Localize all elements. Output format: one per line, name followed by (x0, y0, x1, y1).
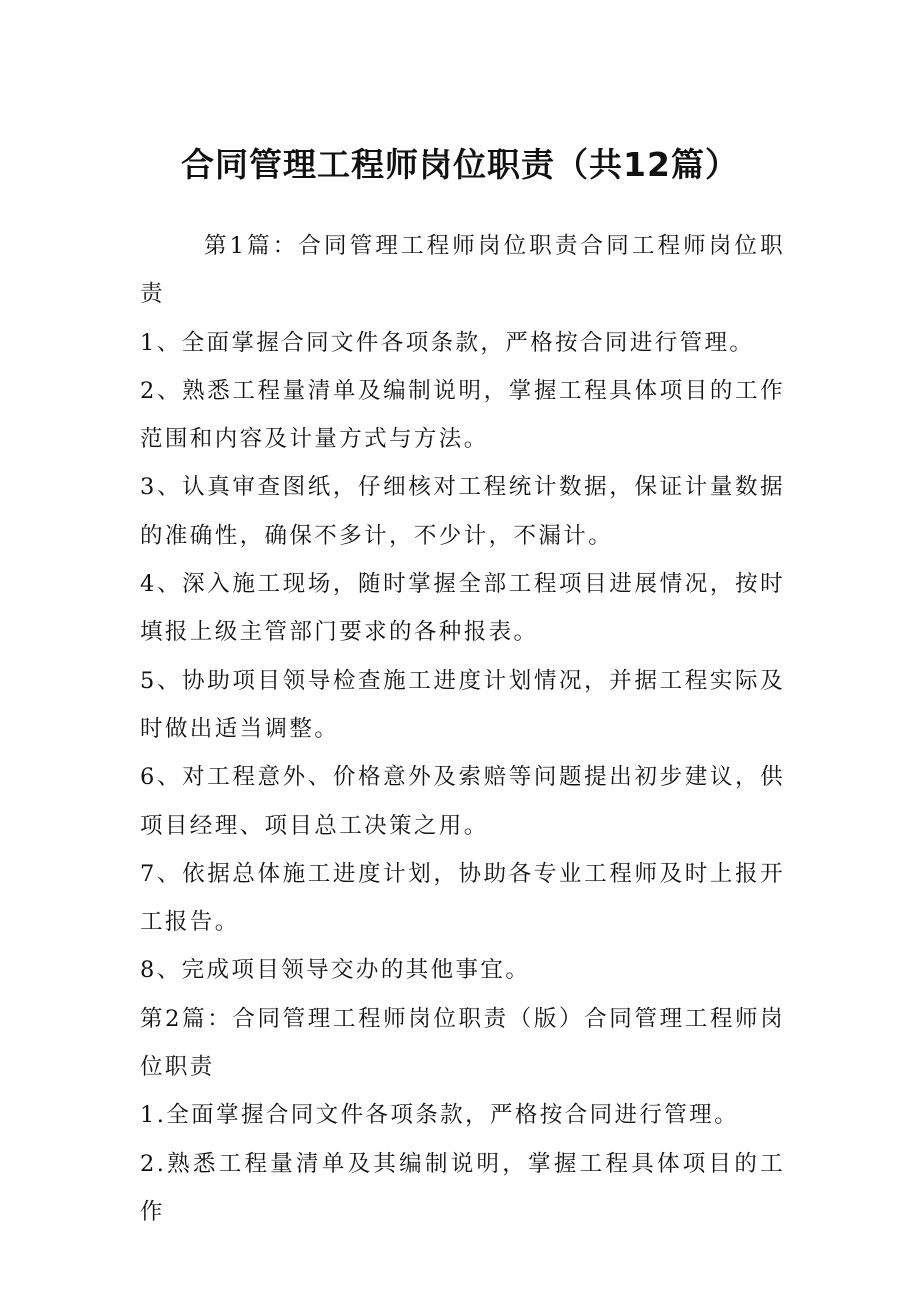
duty-item-2-1: 1.全面掌握合同文件各项条款，严格按合同进行管理。 (140, 1102, 739, 1129)
duty-item-1: 1、全面掌握合同文件各项条款，严格按合同进行管理。 (140, 329, 755, 356)
duty-item-4: 4、深入施工现场，随时掌握全部工程项目进展情况，按时填报上级主管部门要求的各种报表。 (140, 571, 785, 646)
duty-item-7: 7、依据总体施工进度计划，协助各专业工程师及时上报开工报告。 (140, 860, 785, 936)
document-body (140, 222, 785, 1236)
section-heading-2: 第2篇：合同管理工程师岗位职责（版）合同管理工程师岗位职责 (140, 1005, 785, 1081)
duty-item-2: 2、熟悉工程量清单及编制说明，掌握工程具体项目的工作范围和内容及计量方式与方法。 (140, 377, 785, 453)
duty-item-6: 6、对工程意外、价格意外及索赔等问题提出初步建议，供项目经理、项目总工决策之用。 (140, 764, 785, 839)
document-title: 合同管理工程师岗位职责（共12篇） (181, 145, 739, 184)
duty-item-8: 8、完成项目领导交办的其他事宜。 (140, 957, 531, 984)
duty-item-3: 3、认真审查图纸，仔细核对工程统计数据，保证计量数据的准确性，确保不多计，不少计，不漏计。 (140, 474, 785, 549)
duty-item-5: 5、协助项目领导检查施工进度计划情况，并据工程实际及时做出适当调整。 (140, 667, 785, 742)
duty-item-2-2: 2.熟悉工程量清单及其编制说明，掌握工程具体项目的工作 (140, 1150, 785, 1225)
section-heading-1: 第1篇：合同管理工程师岗位职责合同工程师岗位职责 (140, 233, 785, 308)
